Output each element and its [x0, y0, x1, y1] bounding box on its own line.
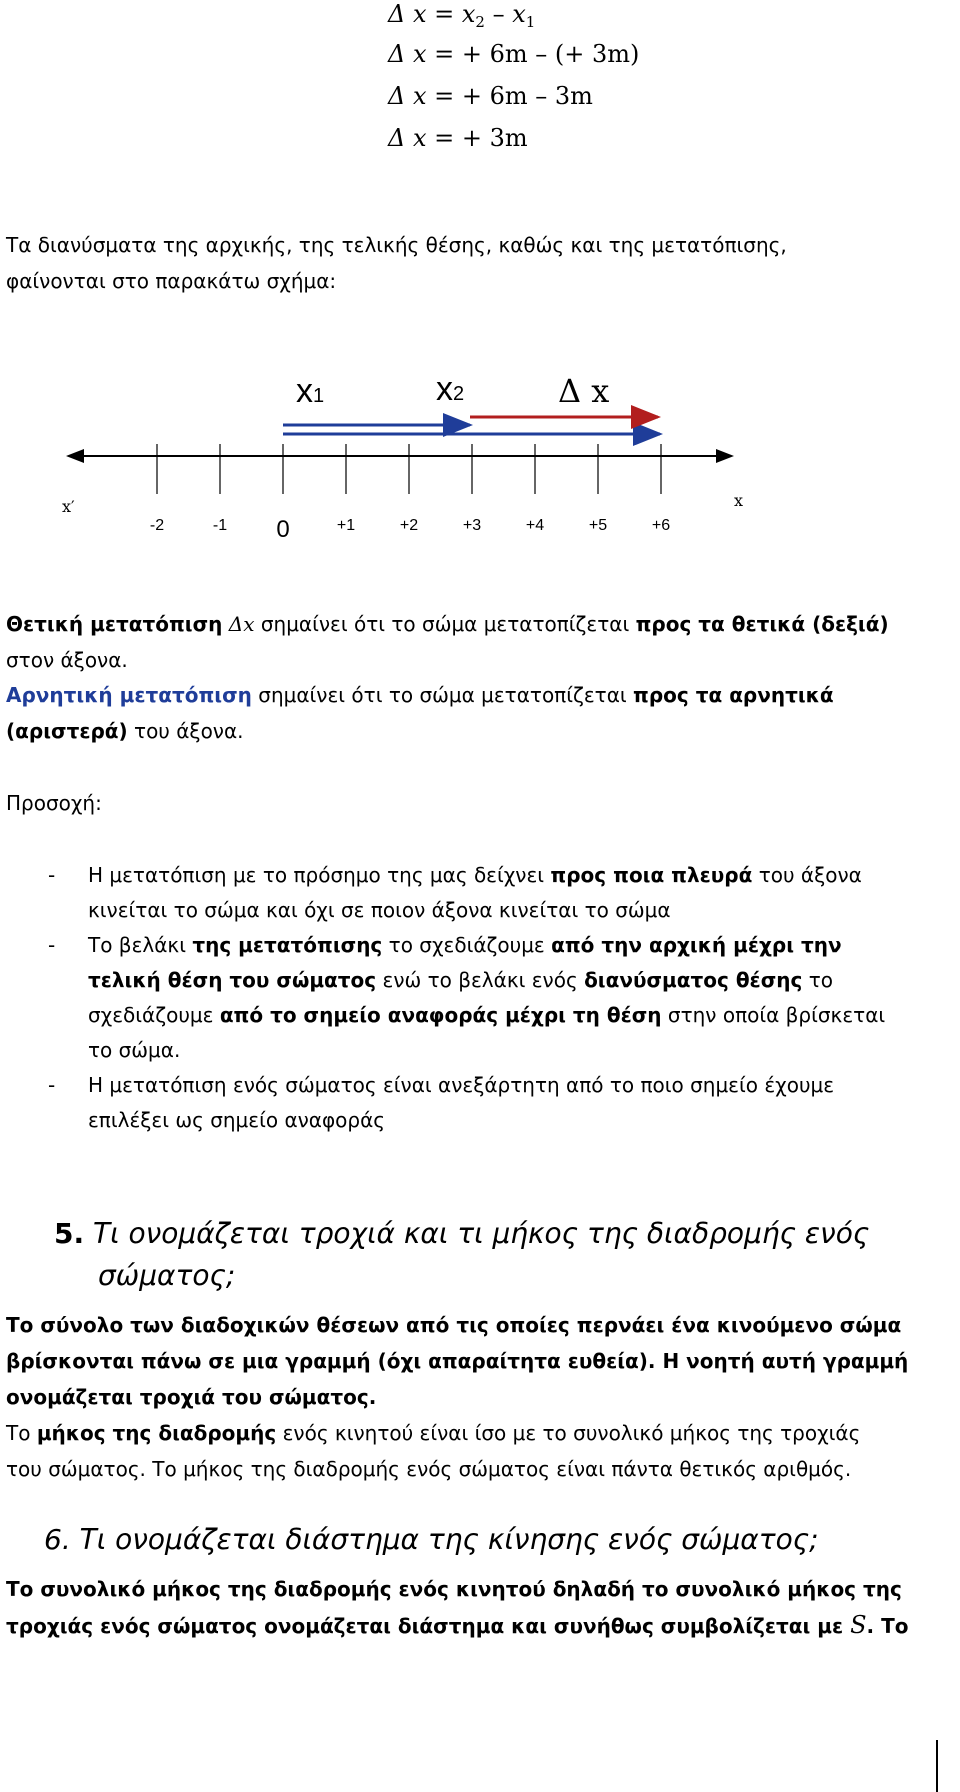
- section6-p2b: . Το: [866, 1614, 909, 1638]
- list-dash: -: [48, 933, 56, 957]
- list-dash: -: [48, 1073, 56, 1097]
- note3-line1: Η μετατόπιση ενός σώματος είναι ανεξάρτητη από το ποιο σημείο έχουμε: [88, 1073, 835, 1097]
- axis-left-arrowhead: [66, 449, 84, 463]
- note2-l2e: το: [802, 968, 834, 992]
- axis-right-label: x: [734, 491, 744, 510]
- list-item-cont: [38, 893, 958, 928]
- eq3-lhs: Δ x: [388, 82, 427, 110]
- list-item: [38, 858, 958, 893]
- margin-bar: [936, 1740, 938, 1792]
- attention-heading: Προσοχή:: [6, 791, 102, 815]
- negative-rest: του άξονα.: [127, 719, 244, 743]
- x2-label: [436, 370, 464, 408]
- tick-label: +4: [525, 517, 545, 534]
- negative-term: Αρνητική μετατόπιση: [6, 683, 252, 707]
- note1-text: Η μετατόπιση με το πρόσημο της μας δείχνει: [88, 863, 551, 887]
- x1-letter: x: [296, 372, 313, 410]
- positive-line-1: [6, 607, 956, 642]
- note2-a: Το βελάκι: [88, 933, 193, 957]
- section5-number: 5.: [54, 1217, 85, 1250]
- positive-line-2: στον άξονα.: [6, 648, 128, 672]
- axis-right-arrowhead: [716, 449, 734, 463]
- note2-l3a: σχεδιάζουμε: [88, 1003, 220, 1027]
- negative-text: σημαίνει ότι το σώμα μετατοπίζεται: [251, 683, 634, 707]
- x1-label: [296, 372, 324, 410]
- eq1-sub1: 1: [525, 13, 536, 31]
- positive-term: Θετική μετατόπιση: [6, 612, 223, 636]
- list-dash: -: [48, 863, 56, 887]
- eq2-lhs: Δ x: [388, 40, 427, 68]
- negative-direction: προς τα αρνητικά: [633, 683, 834, 707]
- position-vectors-figure: [0, 360, 960, 550]
- section5-p3: ονομάζεται τροχιά του σώματος.: [6, 1385, 377, 1409]
- axis-ticks: [150, 444, 670, 543]
- positive-symbol: Δx: [228, 612, 255, 636]
- eq1-x2: x: [461, 0, 476, 28]
- tick-label: +2: [399, 517, 419, 534]
- note1-bold: προς ποια πλευρά: [550, 863, 753, 887]
- list-item-cont: [38, 998, 958, 1033]
- note2-l4: το σώμα.: [88, 1038, 181, 1062]
- section6-p1: Το συνολικό μήκος της διαδρομής ενός κινητού δηλαδή το συνολικό μήκος της: [6, 1577, 902, 1601]
- eq1-op: –: [492, 0, 505, 28]
- equation-3: [388, 82, 593, 110]
- list-item-cont: [38, 1033, 958, 1068]
- intro-line-1: Τα διανύσματα της αρχικής, της τελικής θέσης, καθώς και της μετατόπισης,: [6, 233, 787, 257]
- eq3-rhs: = + 6m – 3m: [434, 82, 593, 110]
- section6-p2: [6, 1608, 956, 1644]
- note2-l2c: ενώ το βελάκι ενός: [376, 968, 585, 992]
- note2-b: της μετατόπισης: [192, 933, 383, 957]
- positive-text: σημαίνει ότι το σώμα μετατοπίζεται: [254, 612, 636, 636]
- x1-subscript: 1: [313, 385, 325, 407]
- negative-line-1: [6, 678, 956, 713]
- section5-p4a: Το: [6, 1421, 37, 1445]
- note2-d: από την αρχική μέχρι την: [551, 933, 842, 957]
- attention-list: [38, 858, 958, 1138]
- note2-l3b: από το σημείο αναφοράς μέχρι τη θέση: [219, 1003, 662, 1027]
- list-item: [38, 1068, 958, 1103]
- tick-label: -1: [212, 517, 228, 534]
- eq1-x1: x: [512, 0, 526, 28]
- negative-left: (αριστερά): [6, 719, 128, 743]
- x2-subscript: 2: [453, 383, 465, 405]
- tick-label: -2: [149, 517, 165, 534]
- section6-symbol-s: S: [850, 1611, 867, 1639]
- note2-c: το σχεδιάζουμε: [382, 933, 552, 957]
- section6-p2a: τροχιάς ενός σώματος ονομάζεται διάστημα και συνήθως συμβολίζεται με: [6, 1614, 851, 1638]
- section6-number: 6.: [44, 1523, 71, 1556]
- section5-p4: [6, 1416, 956, 1451]
- note2-l3c: στην οποία βρίσκεται: [661, 1003, 886, 1027]
- eq4-lhs: Δ x: [388, 124, 427, 152]
- section5-p4c: ενός κινητού είναι ίσο με το συνολικό μήκος της τροχιάς: [276, 1421, 861, 1445]
- dx-label: Δ x: [558, 372, 610, 410]
- note1-line2: κινείται το σώμα και όχι σε ποιον άξονα κινείται το σώμα: [88, 898, 671, 922]
- section5-p4b: μήκος της διαδρομής: [36, 1421, 277, 1445]
- intro-line-2: φαίνονται στο παρακάτω σχήμα:: [6, 269, 337, 293]
- section6-title: [44, 1520, 819, 1560]
- tick-label: +3: [462, 517, 482, 534]
- list-item-cont: [38, 1103, 958, 1138]
- section5-p1: Το σύνολο των διαδοχικών θέσεων από τις οποίες περνάει ένα κινούμενο σώμα: [6, 1313, 902, 1337]
- axis-left-label: x′: [62, 497, 75, 516]
- note3-line2: επιλέξει ως σημείο αναφοράς: [88, 1108, 386, 1132]
- equation-4: [388, 124, 528, 152]
- section5-p2: βρίσκονται πάνω σε μια γραμμή (όχι απαραίτητα ευθεία). Η νοητή αυτή γραμμή: [6, 1349, 909, 1373]
- tick-label: +6: [651, 517, 671, 534]
- positive-direction: προς τα θετικά (δεξιά): [635, 612, 889, 636]
- section5-title-2: σώματος;: [98, 1259, 236, 1292]
- section6-title-text: Τι ονομάζεται διάστημα της κίνησης ενός σώματος;: [70, 1523, 819, 1556]
- section5-title-1: Τι ονομάζεται τροχιά και τι μήκος της διαδρομής ενός: [84, 1217, 870, 1250]
- eq2-rhs: = + 6m – (+ 3m): [434, 40, 640, 68]
- equation-1: Δ $x = x_2 - x_1$: [388, 0, 536, 31]
- list-item-cont: [38, 963, 958, 998]
- eq1-sub2: 2: [475, 13, 485, 31]
- negative-line-2: [6, 714, 956, 749]
- equation-2: [388, 40, 639, 68]
- tick-label: +5: [588, 517, 608, 534]
- note2-l2b: τελική θέση του σώματος: [88, 968, 377, 992]
- tick-label: +1: [336, 517, 356, 534]
- section5-title: [54, 1214, 869, 1254]
- eq1-lhs: Δ x: [388, 0, 427, 28]
- tick-label: 0: [276, 516, 290, 543]
- note2-l2d: διανύσματος θέσης: [584, 968, 803, 992]
- section5-p5: του σώματος. Το μήκος της διαδρομής ενός σώματος είναι πάντα θετικός αριθμός.: [6, 1457, 852, 1481]
- note1-end: του άξονα: [752, 863, 862, 887]
- list-item: [38, 928, 958, 963]
- eq4-rhs: = + 3m: [434, 124, 528, 152]
- x2-letter: x: [436, 370, 453, 408]
